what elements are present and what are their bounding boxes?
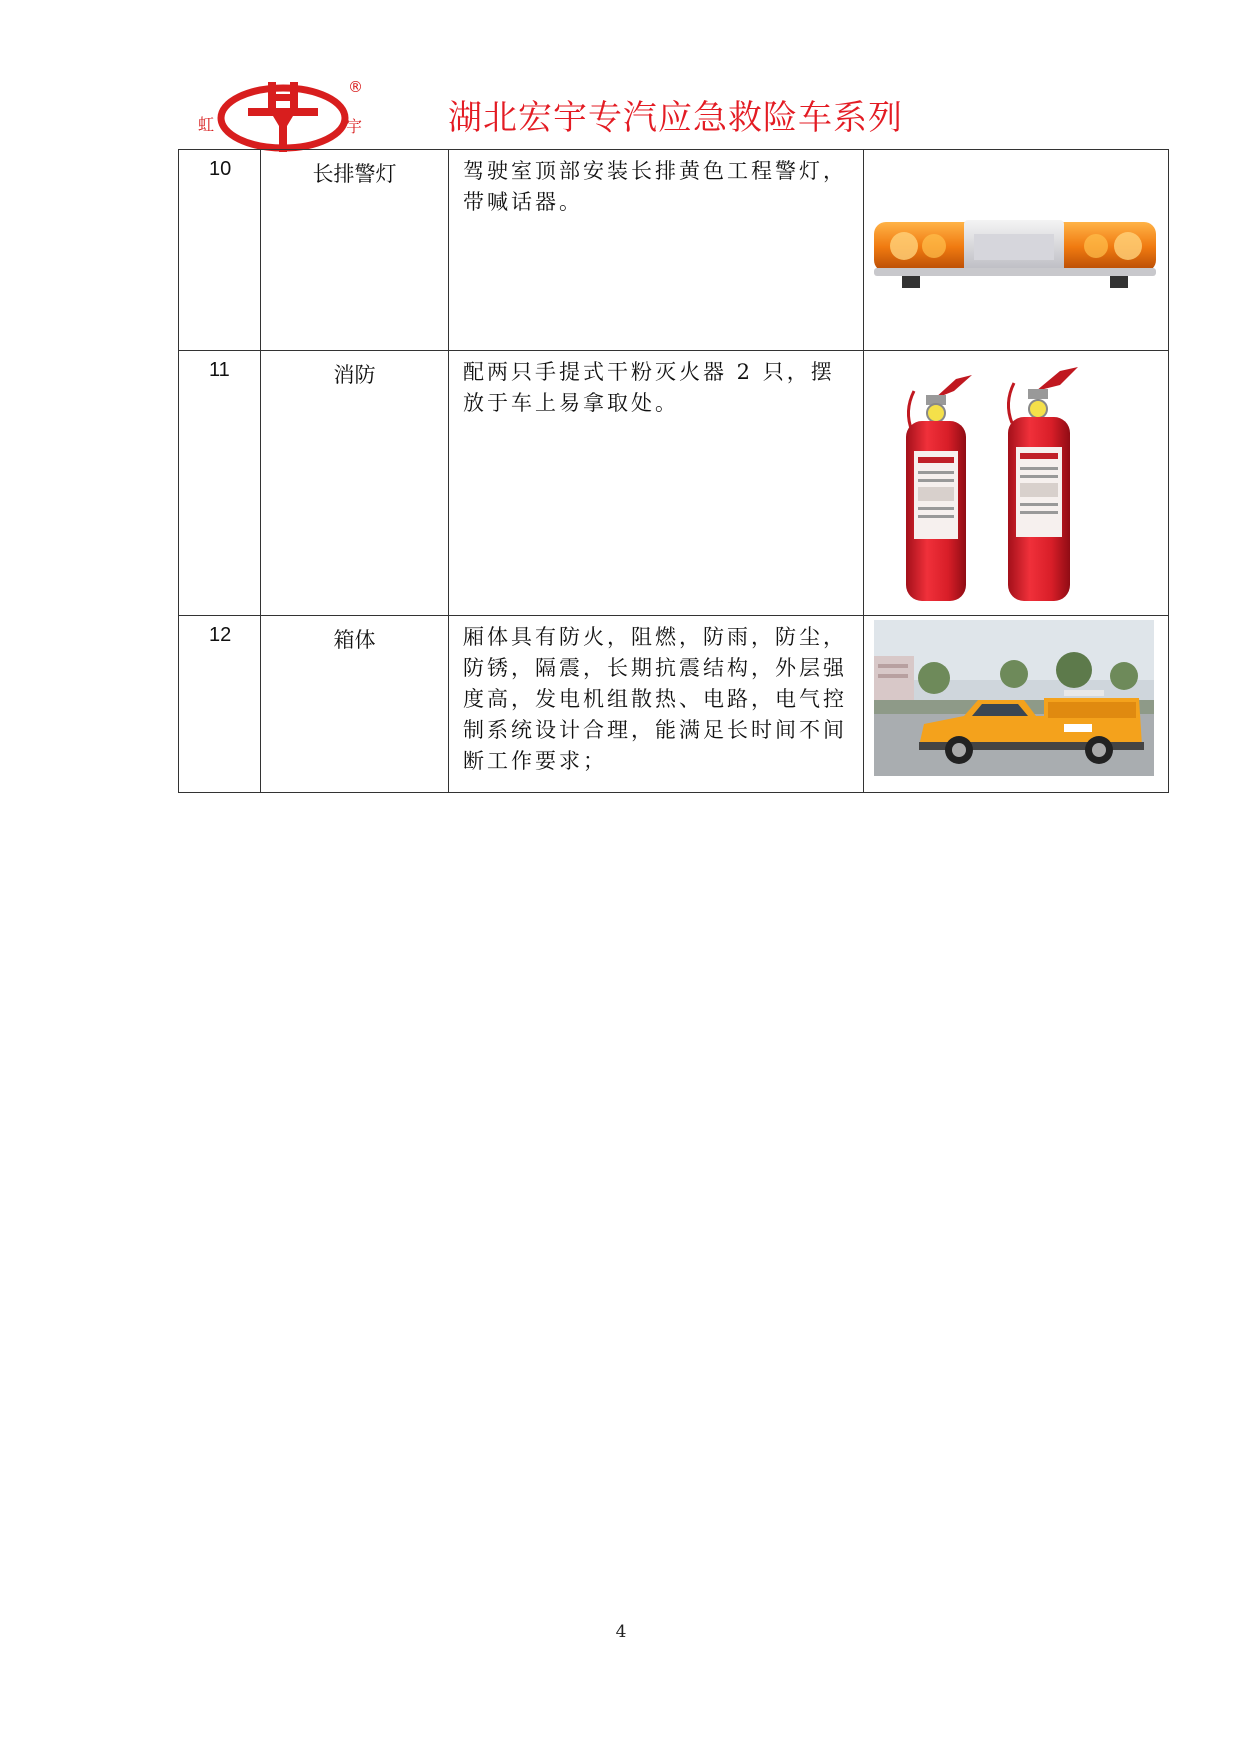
item-name: 长排警灯 — [312, 162, 397, 186]
row-number: 10 — [209, 158, 232, 180]
item-description: 配两只手提式干粉灭火器 2 只，摆放于车上易拿取处。 — [463, 360, 835, 415]
company-title: 湖北宏宇专汽应急救险车系列 — [448, 98, 903, 138]
table-row — [179, 351, 1169, 616]
item-image-cell — [864, 351, 1169, 616]
warning-light-bar-image — [864, 150, 1169, 346]
page-header — [178, 76, 1078, 156]
item-name-cell — [261, 351, 449, 616]
item-desc-cell — [449, 150, 864, 351]
item-name: 箱体 — [333, 628, 376, 652]
item-name: 消防 — [333, 363, 376, 387]
logo-char-left: 虹 — [198, 115, 215, 134]
row-number-cell — [179, 351, 261, 616]
rescue-pickup-truck-image — [864, 616, 1169, 788]
item-description: 驾驶室顶部安装长排黄色工程警灯，带喊话器。 — [463, 159, 847, 214]
row-number: 11 — [209, 359, 230, 381]
registered-mark: ® — [348, 78, 363, 96]
row-number-cell — [179, 150, 261, 351]
item-description: 厢体具有防火，阻燃，防雨，防尘，防锈，隔震，长期抗震结构，外层强度高，发电机组散热、电路，电气控制系统设计合理，能满足长时间不间断工作要求； — [463, 625, 847, 773]
item-desc-cell — [449, 351, 864, 616]
spec-table — [178, 149, 1169, 793]
hy-logo-emblem — [198, 76, 368, 154]
table-row — [179, 150, 1169, 351]
table-row — [179, 616, 1169, 793]
page-number: 4 — [615, 1622, 627, 1642]
row-number-cell — [179, 616, 261, 793]
item-name-cell — [261, 616, 449, 793]
item-image-cell — [864, 616, 1169, 793]
item-image-cell — [864, 150, 1169, 351]
row-number: 12 — [209, 624, 232, 646]
logo-char-right: 宇 — [346, 117, 363, 136]
item-desc-cell — [449, 616, 864, 793]
fire-extinguishers-image — [864, 351, 1169, 611]
item-name-cell — [261, 150, 449, 351]
company-logo — [198, 76, 368, 154]
